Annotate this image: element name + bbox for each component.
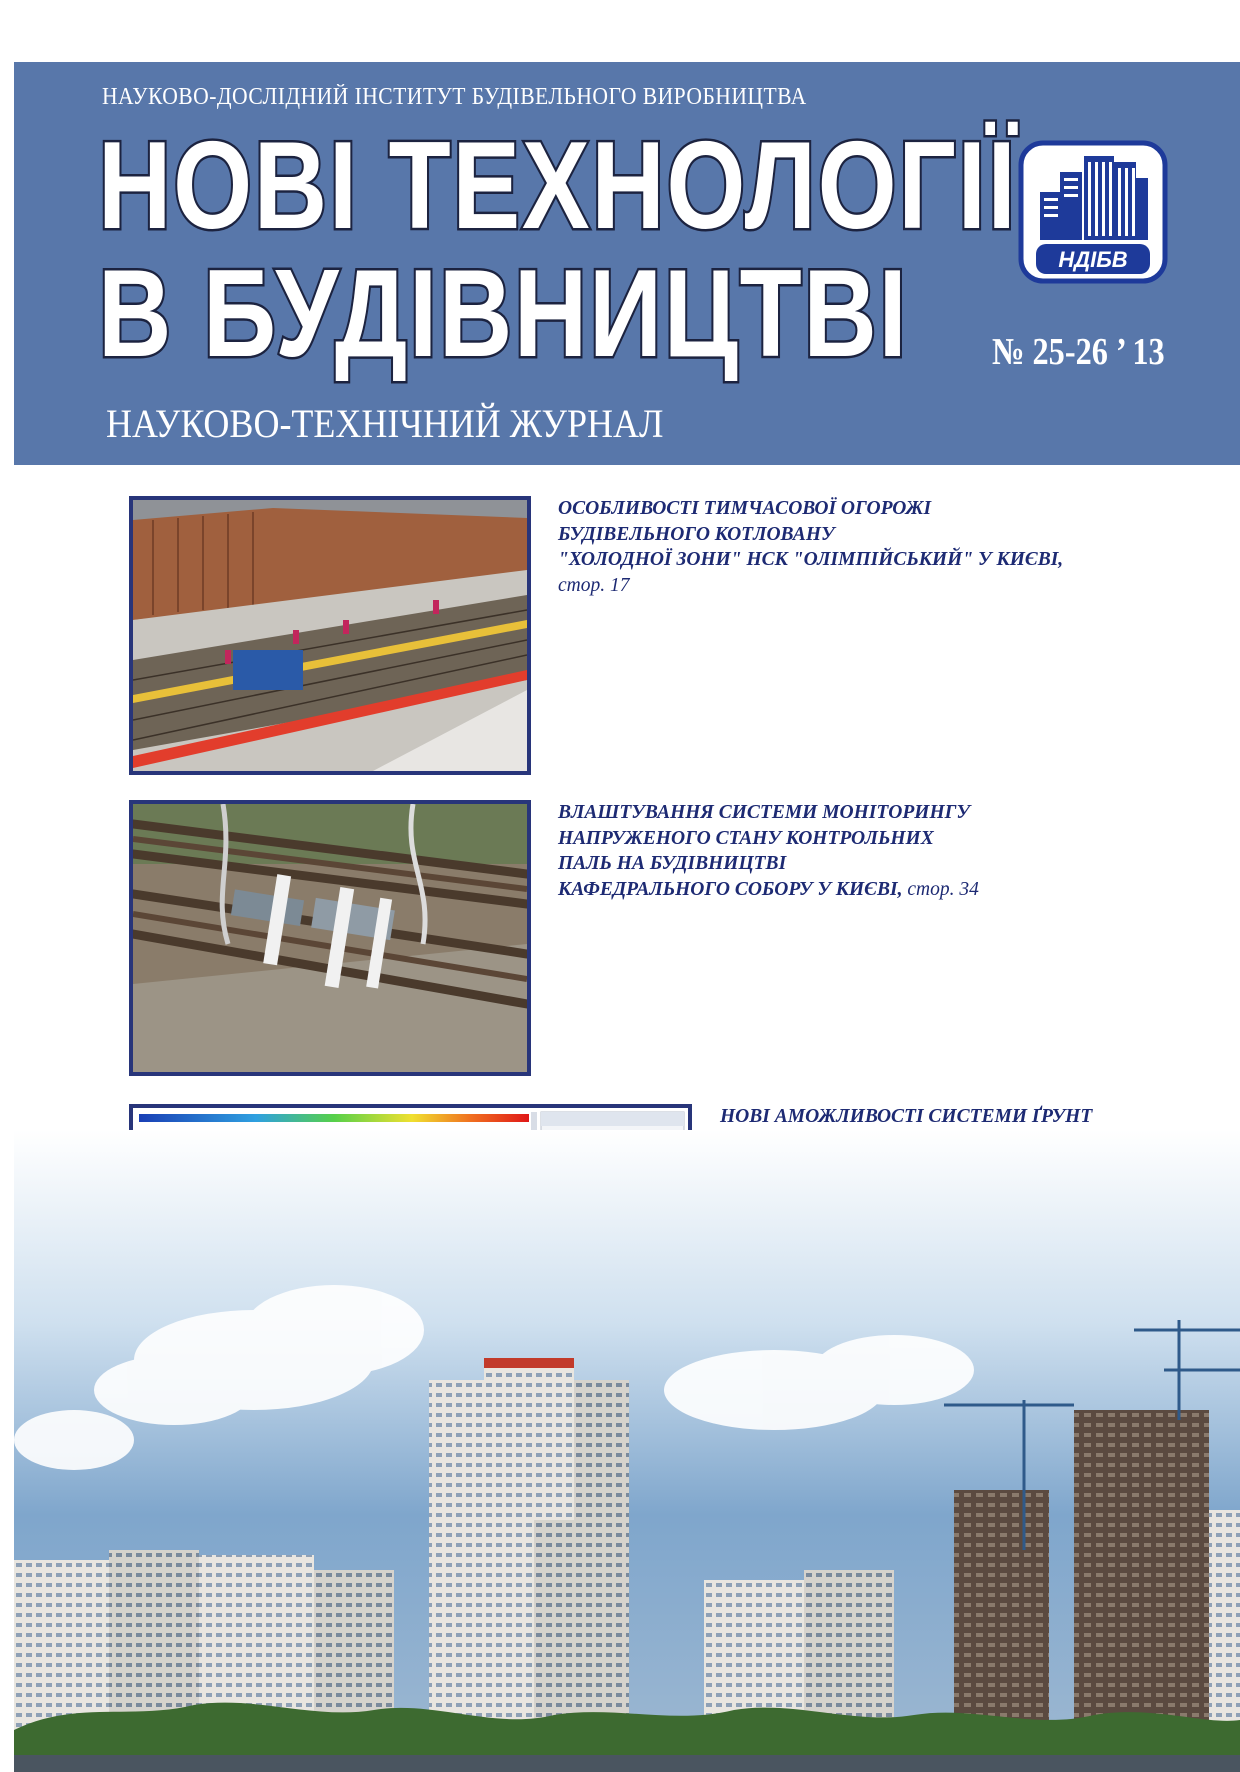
logo-text: НДІБВ bbox=[1058, 247, 1128, 272]
article-2-page: стор. 34 bbox=[907, 878, 979, 900]
article-photo-piles bbox=[129, 800, 531, 1076]
article-3-line-1: НОВІ АМОЖЛИВОСТІ СИСТЕМИ ҐРУНТ bbox=[720, 1106, 1093, 1127]
journal-title-line-2: В БУДІВНИЦТВІ bbox=[98, 245, 909, 383]
article-1-page: стор. 17 bbox=[558, 574, 630, 596]
article-2-line-1: ВЛАШТУВАННЯ СИСТЕМИ МОНІТОРИНГУ bbox=[558, 802, 970, 823]
cityscape-photo bbox=[14, 1130, 1240, 1772]
piles-image bbox=[133, 804, 527, 1072]
article-2-line-4: КАФЕДРАЛЬНОГО СОБОРУ У КИЄВІ, bbox=[558, 878, 903, 900]
article-1-line-1: ОСОБЛИВОСТІ ТИМЧАСОВОЇ ОГОРОЖІ bbox=[558, 498, 932, 519]
institute-logo bbox=[1018, 140, 1168, 284]
journal-title-line-1: НОВІ ТЕХНОЛОГІЇ bbox=[98, 117, 1018, 255]
article-1-line-2: БУДІВЕЛЬНОГО КОТЛОВАНУ bbox=[558, 523, 835, 545]
article-title-2 bbox=[558, 800, 1158, 902]
institute-name: НАУКОВО-ДОСЛІДНИЙ ІНСТИТУТ БУДІВЕЛЬНОГО ВИРОБНИЦТВА bbox=[102, 84, 807, 110]
journal-subtitle: НАУКОВО-ТЕХНІЧНИЙ ЖУРНАЛ bbox=[106, 401, 664, 446]
excavation-image bbox=[133, 500, 527, 771]
article-photo-excavation bbox=[129, 496, 531, 775]
journal-header bbox=[14, 62, 1240, 465]
article-1-line-3: "ХОЛОДНОЇ ЗОНИ" НСК "ОЛІМПІЙСЬКИЙ" У КИЄВІ, bbox=[558, 549, 1064, 570]
article-title-1 bbox=[558, 496, 1158, 598]
article-2-line-2: НАПРУЖЕНОГО СТАНУ КОНТРОЛЬНИХ bbox=[558, 827, 934, 849]
issue-number: № 25-26 ’ 13 bbox=[992, 331, 1165, 373]
article-2-line-3: ПАЛЬ НА БУДІВНИЦТВІ bbox=[558, 853, 787, 874]
